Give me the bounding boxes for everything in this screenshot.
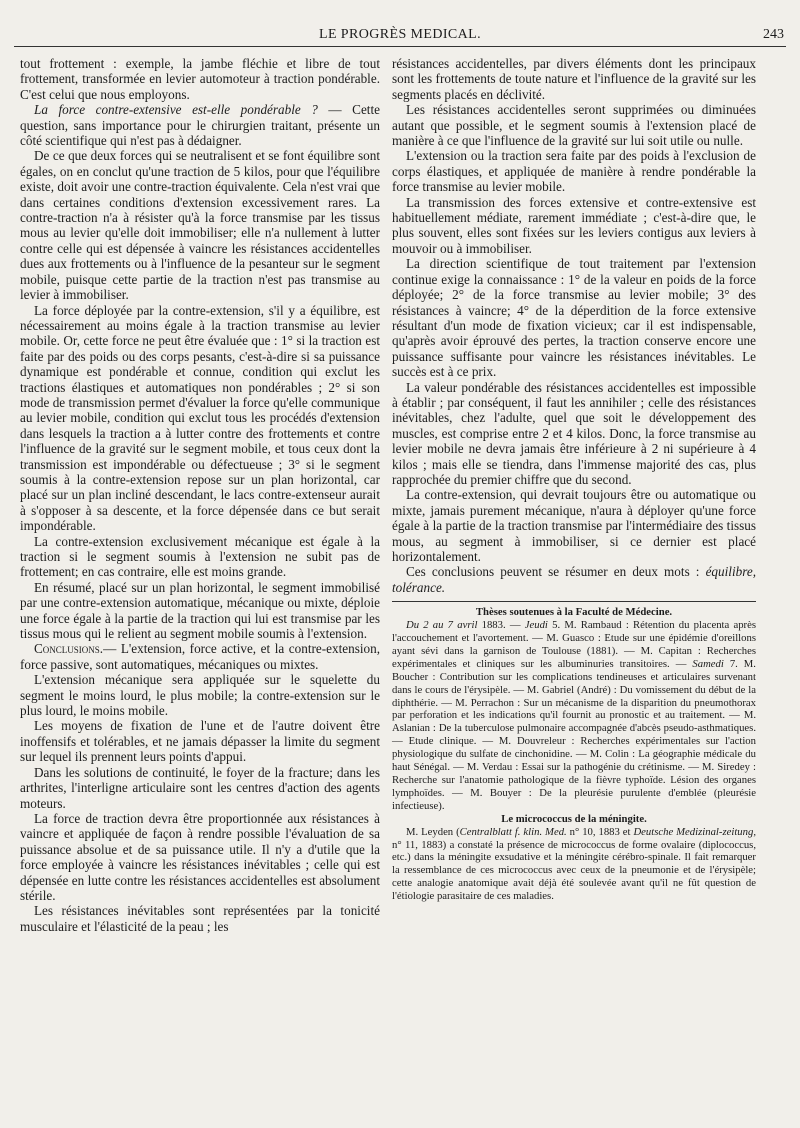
paragraph: L'extension mécanique sera appliquée sur le squelette du segment le moins lourd, le plus mobile; la contre-extension sur le plus lourd, le moins mobile. xyxy=(20,672,380,719)
journal-name: Deutsche Medizinal-zeitung, xyxy=(633,825,756,838)
text-run: n° 10, 1883 et xyxy=(566,825,634,838)
paragraph: La contre-extension exclusivement mécanique est égale à la traction si le segment soumis à l'extension ne subit pas de frottement; en cas contraire, elle est moins grande. xyxy=(20,533,380,580)
day-samedi: Samedi xyxy=(692,657,724,670)
running-header xyxy=(14,24,786,47)
paragraph: La valeur pondérable des résistances accidentelles est impossible à établir ; par conséquent, il faut les annihiler ; celle des résistances inévitables, chez l'adulte, quel que soit le développement des muscles, est comprise entre 2 et 4 kilos. Donc, la force transmise au levier mobile ne devra jamais être inférieure à 2 ni supérieure à 4 kilos ; mais elle se tiendra, dans l'immense majorité des cas, plus rapprochée du premier chiffre que du second. xyxy=(392,379,756,487)
paragraph: De ce que deux forces qui se neutralisent et se font équilibre sont égales, on en conclut qu'une traction de 5 kilos, pour que l'équilibre existe, doit avoir une contre-traction équivalente. Cela n'est vrai que dans certaines conditions d'extension excessivement rares. La contre-traction n'a à résister qu'à la force transmise par les tissus mous au levier qu'elle doit immobiliser; elle n'a nullement à lutter contre celle qui est dépensée à vaincre les résistances accidentelles dues aux frottements ou à l'influence de la pesanteur sur le segment mobile, puisque cette partie de la traction n'est pas transmise au levier à immobiliser. xyxy=(20,148,380,303)
theses-list xyxy=(392,619,756,813)
paragraph: La transmission des forces extensive et contre-extensive est habituellement médiate, rarement immédiate ; c'est-à-dire que, le plus souvent, elles sont fixées sur les leviers contigus aux leviers à mouvoir ou à immobiliser. xyxy=(392,194,756,256)
paragraph: L'extension ou la traction sera faite par des poids à l'exclusion de corps élastiques, et appliquée de manière à rendre pondérable la force transmise au levier mobile. xyxy=(392,148,756,195)
right-column xyxy=(392,56,756,903)
theses-heading: Thèses soutenues à la Faculté de Médecine. xyxy=(475,606,673,619)
paragraph xyxy=(20,641,380,672)
text-run: M. Leyden ( xyxy=(406,825,460,838)
text-run: 5. M. Rambaud : Rétention du placenta après l'accouchement et l'avortement. — M. Guasco : Etude sur une épidémie d'oreillons ayant sévi dans la garnison de Toulouse (1881). — M. Capitan : Recherches expérimentales et cliniques sur les albuminuries transitoires. — xyxy=(392,619,757,670)
paragraph: tout frottement : exemple, la jambe fléchie et libre de tout frottement, transformée en levier automoteur à traction pondérable. C'est celui que nous employons. xyxy=(20,56,380,102)
micrococcus-paragraph xyxy=(392,826,756,903)
theses-section xyxy=(392,606,756,903)
paragraph: En résumé, placé sur un plan horizontal, le segment immobilisé par une contre-extension automatique, mécanique ou mixte, déploie une force égale à la partie de la traction qui lui est transmise par les tissus mous qui le relient au segment mobile soumis à l'extension. xyxy=(20,579,380,642)
paragraph-text: — Cette question, sans importance pour le chirurgien traitant, présente un côté scientifique qui n'est pas à dédaigner. xyxy=(20,102,380,149)
paragraph xyxy=(20,102,380,148)
paragraph: La force de traction devra être proportionnée aux résistances à vaincre et appliquée de façon à rendre possible l'évaluation de sa puissance absolue et de sa puissance utile. Il n'y a d'utile que la force employée à vaincre les résistances inévitables ; celle qui est dépensée en lutte contre les résistances accidentelles est absolument stérile. xyxy=(20,810,380,903)
summary-words: équilibre, tolérance. xyxy=(392,564,756,595)
journal-name: Centralblatt f. klin. Med. xyxy=(459,825,567,838)
paragraph-text: — L'extension, force active, et la contre-extension, force passive, sont automatiques, mécaniques ou mixtes. xyxy=(20,641,380,672)
paragraph: La direction scientifique de tout traitement par l'extension continue exige la connaissance : 1° de la valeur en poids de la force déployée; 2° de la force transmise au levier mobile; 3° des résistances à vaincre; 4° de la déperdition de la force extensive résultant d'un mode de fixation vicieux; car il est indispensable, qu'après avoir éprouvé des pertes, la traction conserve encore une puissance suffisante pour vaincre les résistances inévitables. Le succès est à ce prix. xyxy=(392,256,756,380)
paragraph xyxy=(392,564,756,595)
paragraph: Les résistances accidentelles seront supprimées ou diminuées autant que possible, et le segment soumis à l'extension placé de manière à ce que l'influence de la gravité sur lui soit utile ou nulle. xyxy=(392,102,756,149)
text-run: 7. M. Boucher : Contribution sur les complications tendineuses et articulaires survenant dans le cours de l'érysipèle. — M. Gabriel (André) : Du vomissement du début de la diphthérie. — M. Perrachon : Sur un mécanisme de la disparition du pneumothorax par perforation et les indications qu'il fournit au pronostic et au traitement. — M. Aslanian : De la tuberculose pulmonaire accompagnée d'abcès pseudo-asthmatiques. — Etude clinique. — M. Douvreleur : Recherches expérimentales sur l'action physiologique du sulfate de cinchonidine. — M. Colin : La géographie médicale du haut Sénégal. — M. Verdau : Essai sur la pathogénie du crétinisme. — M. Siredey : Recherche sur l'anatomie pathologique de la fièvre typhoïde. Lésion des organes lymphoïdes. — M. Bouyer : De la pleurésie purulente d'emblée (pleurésie infectieuse). xyxy=(392,657,756,812)
date-range: Du 2 au 7 avril xyxy=(406,619,478,632)
section-divider xyxy=(392,601,756,602)
micrococcus-heading: Le micrococcus de la méningite. xyxy=(501,812,647,825)
paragraph: La contre-extension, qui devrait toujours être ou automatique ou mixte, jamais purement mécanique, n'aura à déployer qu'une force égale à la partie de la traction transmise par l'intermédiaire des tissus mous, au segment à immobiliser, si ce dernier est placé horizontalement. xyxy=(392,487,756,564)
section-question: La force contre-extensive est-elle pondérable ? xyxy=(34,102,318,118)
conclusions-label: Conclusions. xyxy=(34,641,104,657)
left-column xyxy=(20,56,380,934)
paragraph: résistances accidentelles, par divers éléments dont les principaux sont les frottements de toute nature et l'influence de la gravité sur les segments placés en déclivité. xyxy=(392,56,756,102)
paragraph: La force déployée par la contre-extension, s'il y a équilibre, est nécessairement au moins égale à la traction transmise au levier mobile. Or, cette force ne peut être évaluée que : 1° si la traction est faite par des poids ou des corps pesants, c'est-à-dire si sa puissance dynamique est pondérable et connue, condition qui exclut les tractions élastiques et automatiques non pondérables ; 2° si son mode de transmission permet d'évaluer la force qu'elle communique au levier mobile, condition qui exclut tous les procédés d'extension dans lesquels la traction a à lutter contre des frottements et contre l'influence de la gravité sur le segment mobile, et tous ceux dont la transmission est impondérable ou défectueuse ; 3° si le segment soumis à la contre-extension repose sur un plan horizontal, car placé sur un plan incliné descendant, le lacs contre-extenseur aurait à s'opposer à sa descente, et la force dépensée dans ce but serait impondérable. xyxy=(20,302,380,534)
day-jeudi: Jeudi xyxy=(524,619,548,632)
paragraph: Les résistances inévitables sont représentées par la tonicité musculaire et l'élasticité de la peau ; les xyxy=(20,903,380,934)
journal-title: LE PROGRÈS MEDICAL. xyxy=(319,27,481,42)
page-number: 243 xyxy=(763,27,784,42)
paragraph: Les moyens de fixation de l'une et de l'autre doivent être inoffensifs et tolérables, et ne jamais dépasser la limite du segment sur lequel ils prennent leurs points d'appui. xyxy=(20,718,380,765)
paragraph: Dans les solutions de continuité, le foyer de la fracture; dans les arthrites, l'interligne articulaire sont les centres d'action des agents moteurs. xyxy=(20,764,380,811)
paragraph-text: Ces conclusions peuvent se résumer en deux mots : xyxy=(406,564,700,580)
text-run: n° 11, 1883) a constaté la présence de micrococcus de forme ovalaire (diplococcus, etc.) dans la méningite exsudative et la méningite cérébro-spinale. Il fait remarquer la ressemblance de ces micrococcus avec ceux de la pneumonie et de l'érysipèle; cette analogie anatomique avait déjà été soulevée avant qu'il ne fût question de l'étiologie parasitaire de ces maladies. xyxy=(392,838,756,903)
text-run: 1883. — xyxy=(477,619,525,632)
